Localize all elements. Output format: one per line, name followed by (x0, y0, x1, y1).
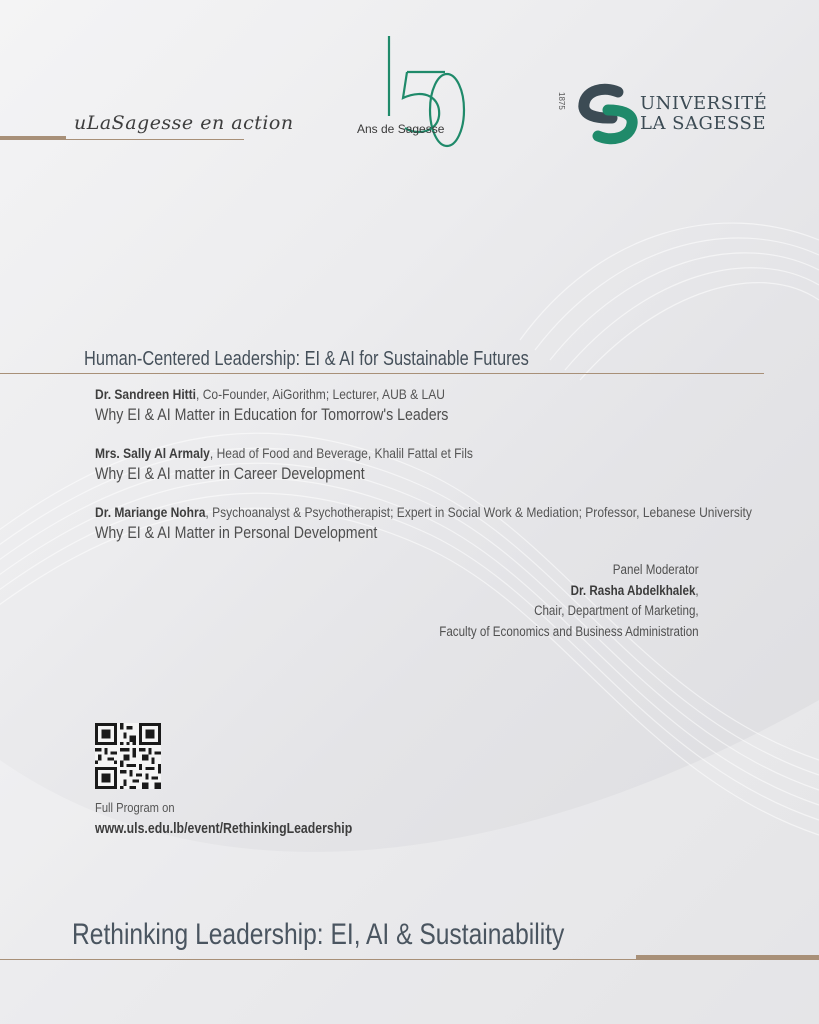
university-name (640, 94, 767, 134)
moderator-name: Dr. Rasha Abdelkhalek (571, 582, 696, 598)
qr-code-icon[interactable] (95, 723, 161, 789)
speaker-entry (95, 384, 448, 426)
anniversary-label: Ans de Sagesse (357, 122, 445, 136)
panel-moderator (440, 560, 699, 642)
speaker-name: Dr. Sandreen Hitti (95, 386, 197, 402)
founded-year: 1875 (557, 92, 566, 110)
footer-event-title: Rethinking Leadership: EI, AI & Sustainability (72, 918, 565, 951)
moderator-label: Panel Moderator (613, 562, 699, 577)
header-accent-line (66, 139, 244, 140)
university-name-line1: UNIVERSITÉ (640, 93, 768, 114)
moderator-title-line2: Faculty of Economics and Business Administration (439, 623, 699, 639)
university-name-line2: LA SAGESSE (640, 113, 767, 134)
footer-accent-bar (636, 955, 819, 960)
speaker-topic: Why EI & AI Matter in Education for Tomorrow's Leaders (95, 406, 449, 424)
footer-rule (0, 959, 640, 960)
speaker-role: , Co-Founder, AiGorithm; Lecturer, AUB & LAU (196, 386, 445, 402)
program-url-link[interactable]: www.uls.edu.lb/event/RethinkingLeadership (95, 820, 353, 837)
speaker-role: , Head of Food and Beverage, Khalil Fattal et Fils (209, 445, 473, 461)
header-accent-bar (0, 136, 66, 140)
moderator-name-suffix: , (695, 582, 699, 598)
moderator-title-line1: Chair, Department of Marketing, (534, 603, 699, 618)
tagline: uLaSagesse en action (74, 112, 294, 134)
speaker-name: Dr. Mariange Nohra (95, 504, 206, 520)
speaker-topic: Why EI & AI Matter in Personal Development (95, 524, 378, 542)
speaker-topic: Why EI & AI matter in Career Development (95, 465, 365, 483)
university-logo-icon (574, 82, 640, 146)
panel-title-rule (0, 373, 764, 374)
full-program-label: Full Program on (95, 800, 175, 815)
speaker-name: Mrs. Sally Al Armaly (95, 445, 210, 461)
speaker-role: , Psychoanalyst & Psychotherapist; Expert in Social Work & Mediation; Professor, Lebanese University (205, 504, 752, 520)
panel-title: Human-Centered Leadership: EI & AI for Sustainable Futures (84, 348, 529, 370)
speaker-entry (95, 502, 752, 544)
speaker-entry (95, 443, 473, 485)
